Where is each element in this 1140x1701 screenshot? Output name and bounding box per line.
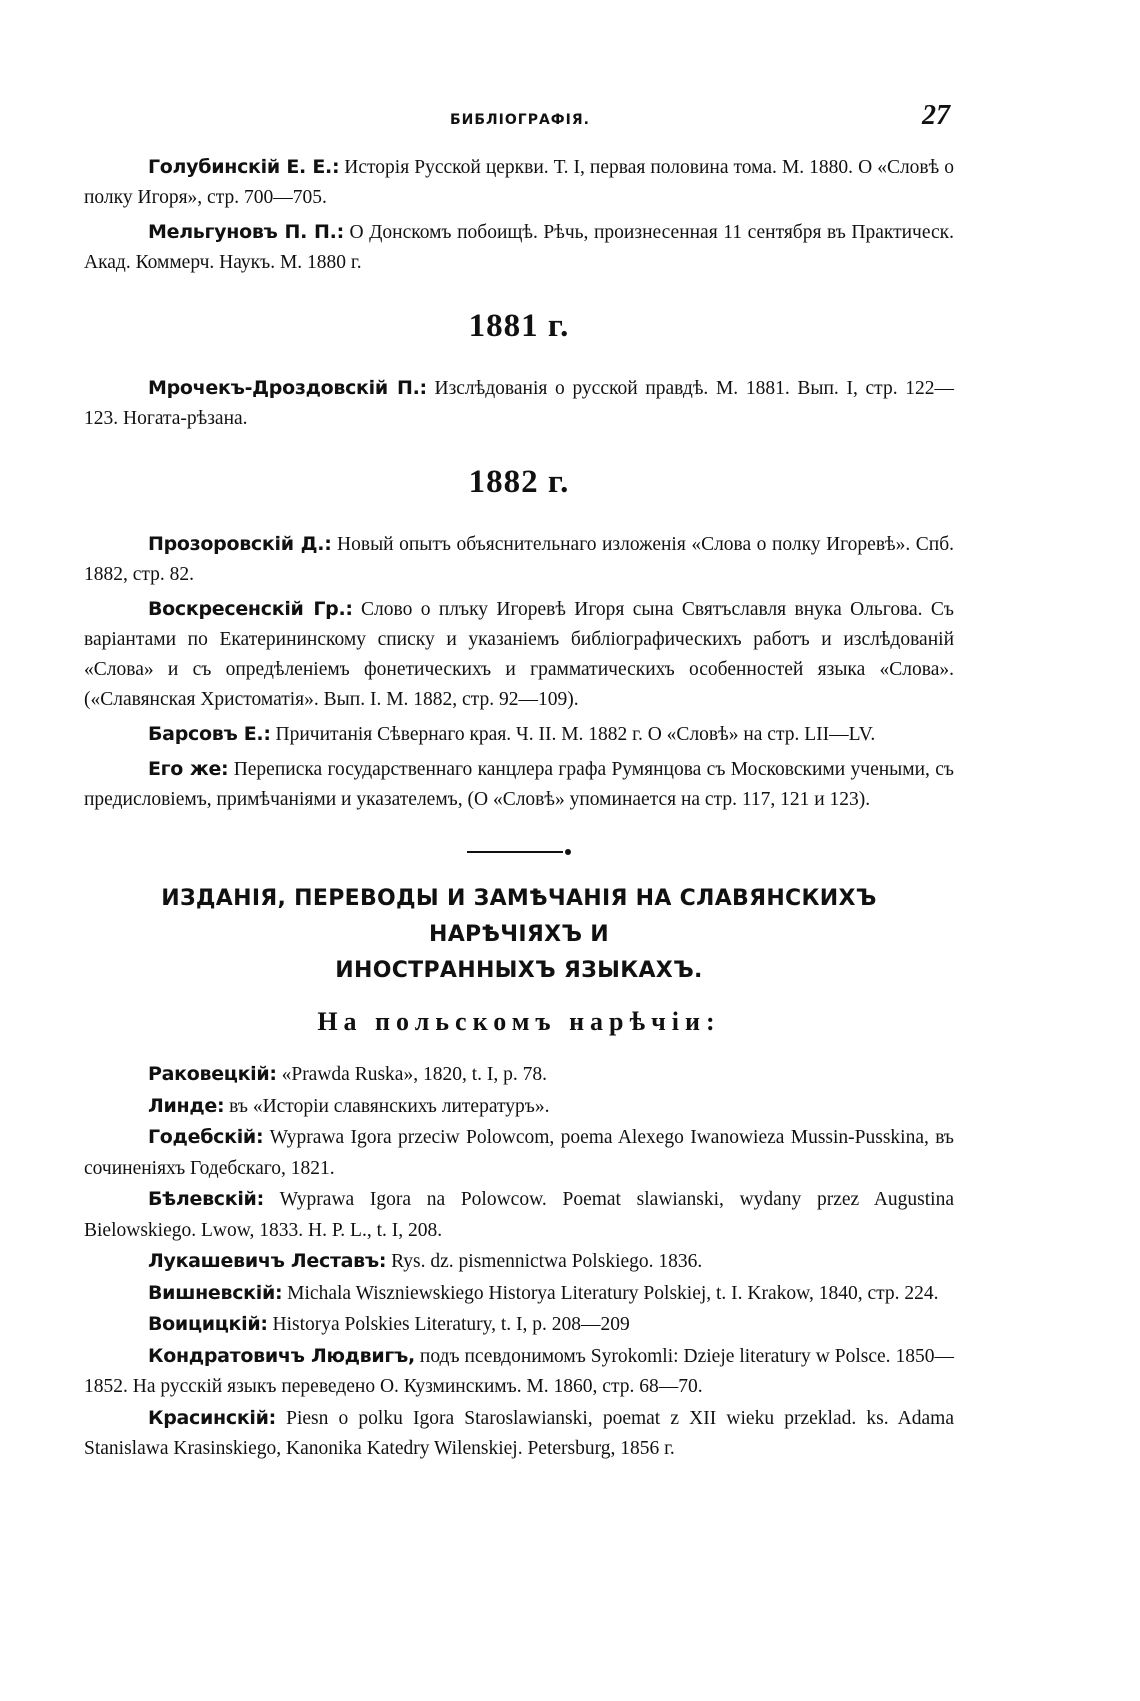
entry-author: Вишневскій: bbox=[148, 1281, 283, 1304]
entry-text: Rys. dz. pismennictwa Polskiego. 1836. bbox=[386, 1251, 703, 1272]
bib-entry bbox=[84, 217, 954, 278]
page-header bbox=[90, 100, 950, 140]
entry-text: О Донскомъ побоищѣ. Рѣчь, произнесенная 11 сентября въ Практическ. Акад. Коммерч. Наукъ. М. 1880 г. bbox=[84, 222, 954, 273]
bib-entry bbox=[84, 152, 954, 213]
entry-text: подъ псевдонимомъ Syrokomli: Dzieje literatury w Polsce. 1850—1852. На русскій языкъ переведено О. Кузминскимъ. М. 1860, стр. 68—70. bbox=[84, 1345, 955, 1397]
year-heading-1881: 1881 г. bbox=[468, 308, 570, 344]
divider-line bbox=[467, 851, 563, 853]
entry-text: Переписка государственнаго канцлера графа Румянцова съ Московскими учеными, съ предисловіемъ, примѣчаніями и указателемъ, (О «Словѣ» упоминается на стр. 117, 121 и 123). bbox=[84, 759, 954, 810]
entry-text: Michala Wiszniewskiego Historya Literatury Polskiej, t. I. Krakow, 1840, стр. 224. bbox=[282, 1282, 939, 1304]
subsection-heading: На польскомъ нарѣчіи: bbox=[317, 1007, 721, 1036]
entry-author: Барсовъ Е.: bbox=[148, 723, 271, 745]
entry-text: «Prawda Ruska», 1820, t. I, p. 78. bbox=[276, 1064, 547, 1085]
divider-dot bbox=[565, 849, 571, 855]
entry-author: Его же: bbox=[148, 758, 229, 780]
page-number: 27 bbox=[922, 100, 950, 131]
bib-entry bbox=[84, 1403, 954, 1465]
entry-text: Исторія Русской церкви. Т. I, первая половина тома. М. 1880. О «Словѣ о полку Игоря», стр. 700—705. bbox=[84, 157, 954, 208]
bib-entry bbox=[84, 529, 954, 590]
bib-entry bbox=[84, 594, 954, 715]
section-divider bbox=[84, 843, 954, 863]
entry-author: Прозоровскій Д.: bbox=[148, 533, 332, 555]
entry-author: Лукашевичъ Леставъ: bbox=[148, 1250, 387, 1272]
entry-text: въ «Исторіи славянскихъ литературъ». bbox=[224, 1095, 550, 1117]
bib-entry bbox=[84, 1184, 954, 1246]
bib-entry bbox=[84, 1246, 954, 1278]
bib-entry bbox=[84, 1309, 954, 1341]
entry-text: Piesn o polku Igora Staroslawianski, poemat z XII wieku przeklad. ks. Adama Stanislawa Krasinskiego, Kanonika Katedry Wilenskiej. Petersburg, 1856 г. bbox=[84, 1407, 954, 1459]
section-heading-line2: ИНОСТРАННЫХЪ ЯЗЫКАХЪ. bbox=[335, 958, 703, 983]
entry-text: Wyprawa Igora na Polowcow. Poemat slawianski, wydany przez Augustina Bielowskiego. Lwow, 1833. Н. Р. L., t. I, 208. bbox=[84, 1189, 954, 1241]
entry-author: Бѣлевскій: bbox=[148, 1188, 264, 1210]
entry-text: Причитанія Сѣвернаго края. Ч. II. М. 1882 г. О «Словѣ» на стр. LII—LV. bbox=[270, 724, 876, 745]
entry-author: Голубинскій Е. Е.: bbox=[148, 156, 340, 178]
entry-author: Кондратовичъ Людвигъ, bbox=[148, 1344, 415, 1367]
entry-author: Мрочекъ-Дроздовскій П.: bbox=[148, 377, 427, 399]
entry-author: Раковецкій: bbox=[148, 1063, 277, 1085]
bib-entry bbox=[84, 1091, 954, 1123]
section-heading bbox=[84, 881, 954, 989]
running-title: БИБЛІОГРАФІЯ. bbox=[449, 112, 590, 128]
entry-text: Historya Polskies Literatury, t. I, p. 208—209 bbox=[267, 1314, 630, 1335]
entry-text: Wyprawa Igora przeciw Polowcom, poema Alexego Iwanowieza Mussin-Pusskina, въ сочиненіяхъ Годебскаго, 1821. bbox=[84, 1127, 954, 1179]
entry-author: Воскресенскій Гр.: bbox=[148, 598, 353, 620]
entry-author: Красинскій: bbox=[148, 1406, 276, 1429]
bib-entry bbox=[84, 1059, 954, 1091]
page-content bbox=[84, 152, 954, 1465]
bib-entry bbox=[84, 719, 954, 750]
year-heading-1882: 1882 г. bbox=[468, 464, 570, 500]
entry-author: Линде: bbox=[148, 1094, 225, 1117]
bib-entry bbox=[84, 1278, 954, 1310]
entry-text: Слово о плъку Игоревѣ Игоря сына Святъславля внука Ольгова. Съ варіантами по Екатерининскому списку и указаніемъ библіографическихъ работъ и изслѣдованій «Слова» и съ опредѣленіемъ фонетическихъ и грамматическихъ особенностей языка «Слова». («Славянская Христоматія». Вып. I. М. 1882, стр. 92—109). bbox=[84, 599, 954, 710]
section-heading-line1: ИЗДАНІЯ, ПЕРЕВОДЫ И ЗАМѢЧАНІЯ НА СЛАВЯНСКИХЪ НАРѢЧІЯХЪ И bbox=[161, 886, 877, 947]
entry-text: Новый опытъ объяснительнаго изложенія «Слова о полку Игоревѣ». Спб. 1882, стр. 82. bbox=[84, 534, 954, 585]
polish-entries bbox=[84, 1059, 954, 1465]
entry-author: Годебскій: bbox=[148, 1126, 264, 1148]
bib-entry bbox=[84, 1122, 954, 1184]
entry-author: Воицицкій: bbox=[148, 1313, 268, 1335]
bib-entry bbox=[84, 754, 954, 815]
bib-entry bbox=[84, 373, 954, 434]
entry-text: Изслѣдованія о русской правдѣ. М. 1881. Вып. I, стр. 122—123. Ногата-рѣзана. bbox=[84, 378, 954, 429]
entry-author: Мельгуновъ П. П.: bbox=[148, 221, 344, 243]
bib-entry bbox=[84, 1341, 954, 1403]
